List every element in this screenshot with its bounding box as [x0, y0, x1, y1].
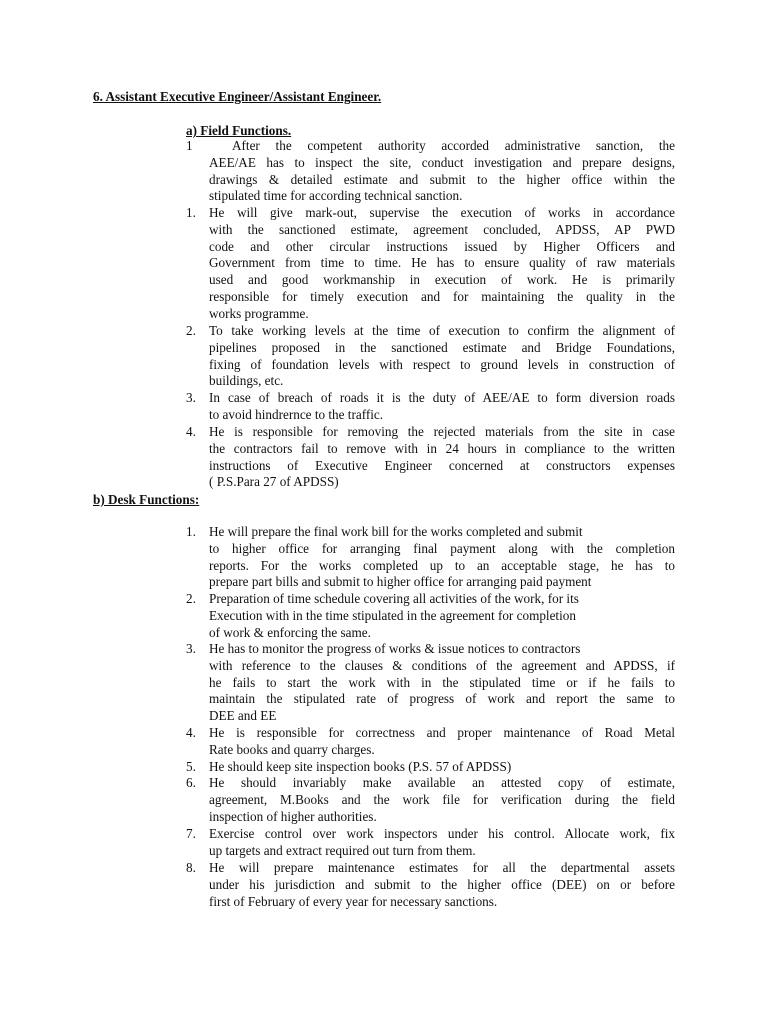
item-line: He will give mark-out, supervise the execution of works in accordance — [209, 205, 675, 220]
item-number: 1 — [186, 138, 193, 153]
item-line: first of February of every year for necessary sanctions. — [209, 893, 498, 909]
item-line: He should keep site inspection books (P.S. 57 of APDSS) — [209, 759, 512, 774]
item-number: 4. — [186, 424, 196, 439]
item-line: He will prepare maintenance estimates for all the departmental assets — [209, 860, 675, 875]
field-item — [186, 138, 675, 205]
item-line: code and other circular instructions issued by Higher Officers and — [209, 238, 675, 254]
item-line: instructions of Executive Engineer concerned at constructors expenses — [209, 457, 675, 473]
field-item — [186, 205, 675, 323]
item-line: works programme. — [209, 305, 309, 321]
item-line: He should invariably make available an attested copy of estimate, — [209, 775, 675, 790]
item-number: 8. — [186, 860, 196, 875]
desk-item — [186, 775, 675, 825]
item-line: He is responsible for correctness and proper maintenance of Road Metal — [209, 725, 675, 740]
desk-item — [186, 641, 675, 725]
item-line: the contractors fail to remove with in 24 hours in compliance to the written — [209, 440, 675, 456]
item-line: inspection of higher authorities. — [209, 808, 377, 824]
item-line: He will prepare the final work bill for the works completed and submit — [209, 524, 583, 539]
item-line: To take working levels at the time of execution to confirm the alignment of — [209, 323, 675, 338]
desk-item — [186, 725, 675, 759]
item-line: prepare part bills and submit to higher office for arranging paid payment — [209, 574, 592, 590]
item-line: under his jurisdiction and submit to the higher office (DEE) on or before — [209, 876, 675, 892]
item-line: with reference to the clauses & conditions of the agreement and APDSS, if — [209, 657, 675, 673]
item-line: buildings, etc. — [209, 373, 284, 389]
item-number: 2. — [186, 591, 196, 606]
item-line: Execution with in the time stipulated in the agreement for completion — [209, 607, 576, 623]
item-line: up targets and extract required out turn from them. — [209, 842, 476, 858]
desk-functions-heading: b) Desk Functions: — [93, 492, 200, 507]
item-line: he fails to start the work with in the stipulated time or if he fails to — [209, 674, 675, 690]
item-line: ( P.S.Para 27 of APDSS) — [209, 474, 339, 490]
item-line: Exercise control over work inspectors under his control. Allocate work, fix — [209, 826, 675, 841]
item-number: 1. — [186, 205, 196, 220]
item-line: responsible for timely execution and for maintaining the quality in the — [209, 288, 675, 304]
desk-item — [186, 759, 675, 776]
field-item — [186, 323, 675, 390]
item-line: He has to monitor the progress of works & issue notices to contractors — [209, 641, 581, 656]
item-line: pipelines proposed in the sanctioned estimate and Bridge Foundations, — [209, 339, 675, 355]
field-functions-heading: a) Field Functions. — [186, 123, 292, 138]
item-line: AEE/AE has to inspect the site, conduct investigation and prepare designs, — [209, 154, 675, 170]
item-number: 3. — [186, 390, 196, 405]
desk-item — [186, 860, 675, 910]
item-line: Rate books and quarry charges. — [209, 741, 375, 757]
desk-item — [186, 524, 675, 591]
item-line: stipulated time for according technical sanction. — [209, 188, 463, 204]
item-line: to higher office for arranging final payment along with the completion — [209, 540, 675, 556]
item-line: reports. For the works completed up to an acceptable stage, he has to — [209, 557, 675, 573]
field-item — [186, 390, 675, 424]
item-number: 2. — [186, 323, 196, 338]
item-number: 6. — [186, 775, 196, 790]
item-line: agreement, M.Books and the work file for verification during the field — [209, 791, 675, 807]
item-line: used and good workmanship in execution of work. He is primarily — [209, 272, 675, 288]
item-line: of work & enforcing the same. — [209, 624, 371, 640]
item-number: 1. — [186, 524, 196, 539]
item-line: He is responsible for removing the rejected materials from the site in case — [209, 424, 675, 439]
item-line: drawings & detailed estimate and submit to the higher office within the — [209, 171, 675, 187]
desk-item — [186, 826, 675, 860]
item-number: 3. — [186, 641, 196, 656]
field-item — [186, 424, 675, 491]
item-line: to avoid hindrernce to the traffic. — [209, 406, 384, 422]
item-line: fixing of foundation levels with respect to ground levels in construction of — [209, 356, 675, 372]
item-line: Government from time to time. He has to ensure quality of raw materials — [209, 255, 675, 271]
page-title: 6. Assistant Executive Engineer/Assistant Engineer. — [93, 89, 382, 104]
desk-item — [186, 591, 675, 641]
item-line: Preparation of time schedule covering all activities of the work, for its — [209, 591, 579, 606]
item-line: DEE and EE — [209, 708, 277, 724]
item-number: 7. — [186, 826, 196, 841]
item-number: 4. — [186, 725, 196, 740]
item-line: maintain the stipulated rate of progress of work and report the same to — [209, 691, 675, 707]
item-line: After the competent authority accorded administrative sanction, the — [232, 138, 675, 153]
item-number: 5. — [186, 759, 196, 774]
item-line: with the sanctioned estimate, agreement concluded, APDSS, AP PWD — [209, 221, 675, 237]
item-line: In case of breach of roads it is the duty of AEE/AE to form diversion roads — [209, 390, 675, 405]
